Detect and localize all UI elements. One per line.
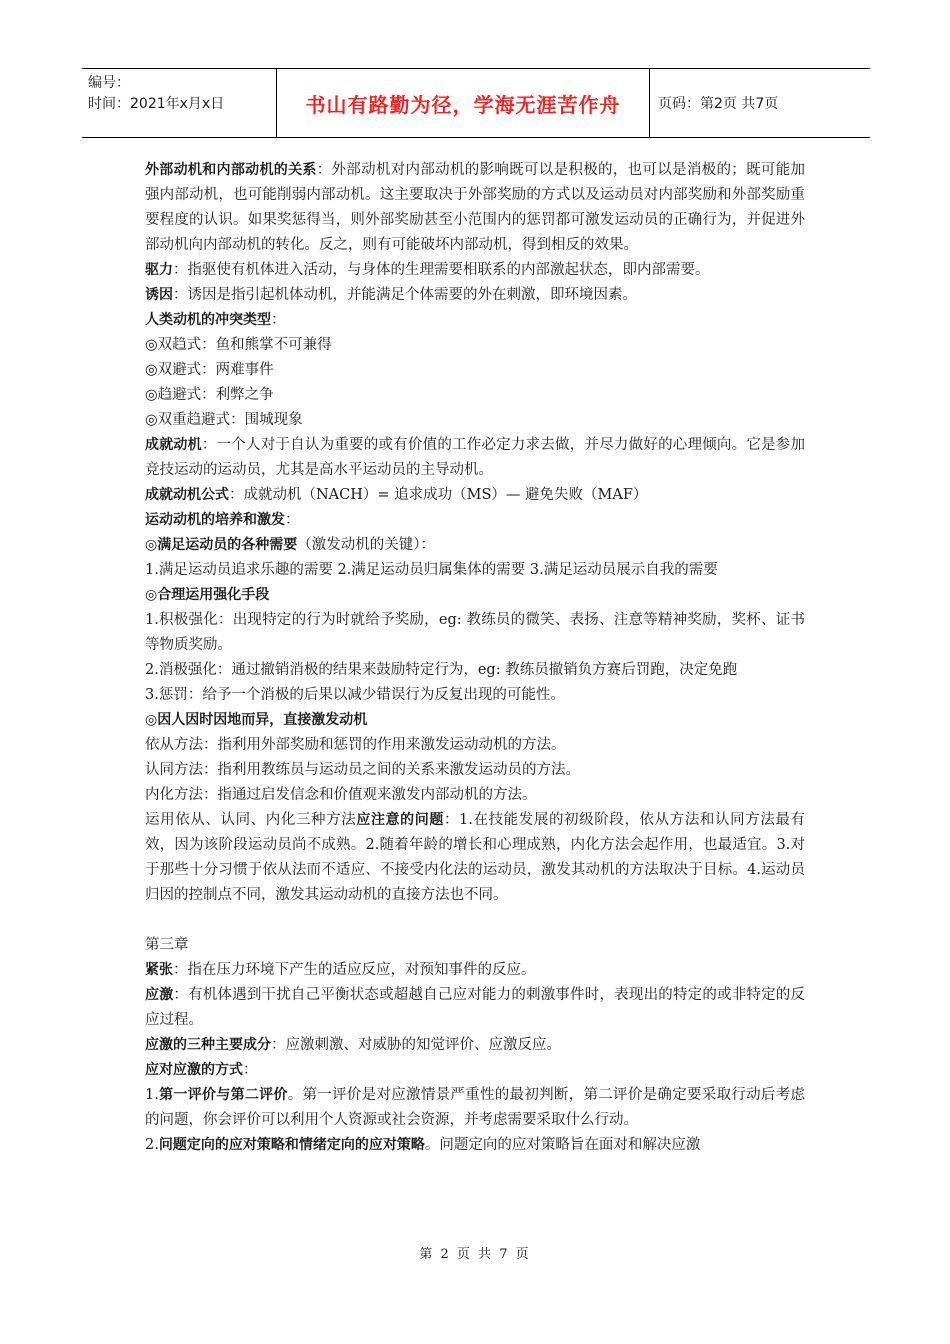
term-heading: ◎合理运用强化手段 <box>145 587 270 603</box>
page-footer: 第 2 页 共 7 页 <box>419 1247 531 1262</box>
paragraph <box>145 533 805 558</box>
paragraph <box>145 683 805 708</box>
term-heading: 紧张 <box>145 962 173 978</box>
paragraph <box>145 333 805 358</box>
paragraph-text: 。第一评价是对应激情景严重性的最初判断，第二评价是确定要采取行动后考虑的问题，你会评价可以利用个人资源或社会资源，并考虑需要采取什么行动。 <box>145 1087 806 1128</box>
number-label: 编号： <box>88 75 130 91</box>
paragraph <box>145 383 805 408</box>
term-heading: 应对应激的方式 <box>145 1062 243 1078</box>
paragraph <box>145 558 805 583</box>
paragraph-text: 。问题定向的应对策略旨在面对和解决应激 <box>424 1137 701 1153</box>
paragraph <box>145 608 805 658</box>
document-body <box>145 158 805 1158</box>
paragraph-text: ： <box>243 1062 258 1078</box>
paragraph-prefix: 运用依从、认同、内化三种方法 <box>145 812 357 828</box>
paragraph <box>145 158 805 258</box>
paragraph-text: 1.满足运动员追求乐趣的需要 2.满足运动员归属集体的需要 3.满足运动员展示自我的需要 <box>145 562 718 578</box>
time-label: 时间：2021年x月x日 <box>88 96 225 112</box>
paragraph-text: （激发动机的关键）： <box>297 537 435 553</box>
paragraph-text: ：外部动机对内部动机的影响既可以是积极的，也可以是消极的；既可能加强内部动机，也可能削弱内部动机。这主要取决于外部奖励的方式以及运动员对内部奖励和外部奖励重要程度的认识。如果奖惩得当，则外部奖励甚至小范围内的惩罚都可激发运动员的正确行为，并促进外部动机向内部动机的转化。反之，则有可能破坏内部动机，得到相反的效果。 <box>145 162 806 253</box>
paragraph <box>145 433 805 483</box>
paragraph <box>145 283 805 308</box>
header-motto: 书山有路勤为径，学海无涯苦作舟 <box>277 69 650 137</box>
paragraph <box>145 983 805 1033</box>
term-heading: 成就动机 <box>145 437 202 453</box>
paragraph-text: ：成就动机（NACH）= 追求成功（MS）— 避免失败（MAF） <box>229 487 648 503</box>
paragraph-prefix: 1. <box>145 1087 159 1103</box>
header-meta <box>82 69 277 137</box>
term-heading: 问题定向的应对策略和情绪定向的应对策略 <box>158 1137 425 1153</box>
term-heading: 成就动机公式 <box>145 487 229 503</box>
paragraph-text: 3.惩罚：给予一个消极的后果以减少错误行为反复出现的可能性。 <box>145 687 565 703</box>
paragraph-text: ：1.在技能发展的初级阶段，依从方法和认同方法最有效，因为该阶段运动员尚不成熟。2.随着年龄的增长和心理成熟，内化方法会起作用，也最适宜。3.对于那些十分习惯于依从法而不适应、不接受内化法的运动员，激发其动机的方法取决于目标。4.运动员归因的控制点不同，激发其运动动机的直接方法也不同。 <box>145 812 806 903</box>
paragraph-text: ：应激刺激、对威胁的知觉评价、应激反应。 <box>271 1037 561 1053</box>
paragraph <box>145 258 805 283</box>
paragraph <box>145 583 805 608</box>
paragraph <box>145 658 805 683</box>
paragraph-text: ◎双重趋避式：围城现象 <box>145 412 303 428</box>
paragraph-text: 1.积极强化：出现特定的行为时就给予奖励，eg: 教练员的微笑、表扬、注意等精神奖励，奖杯、证书等物质奖励。 <box>145 612 805 653</box>
paragraph <box>145 1033 805 1058</box>
paragraph <box>145 808 805 908</box>
term-heading: ◎因人因时因地而异，直接激发动机 <box>145 712 368 728</box>
paragraph-prefix: 2. <box>145 1137 159 1153</box>
paragraph <box>145 358 805 383</box>
paragraph-text: ◎双避式：两难事件 <box>145 362 274 378</box>
paragraph <box>145 733 805 758</box>
paragraph <box>145 958 805 983</box>
term-heading: 应激 <box>145 987 174 1003</box>
paragraph <box>145 758 805 783</box>
paragraph-text: 依从方法：指利用外部奖励和惩罚的作用来激发运动动机的方法。 <box>145 737 566 753</box>
term-heading: 应激的三种主要成分 <box>145 1037 271 1053</box>
term-heading: 驱力 <box>145 262 173 278</box>
paragraph-text: ◎趋避式：利弊之争 <box>145 387 274 403</box>
paragraph-text: ： <box>271 312 286 328</box>
paragraph-text: ：指驱使有机体进入活动，与身体的生理需要相联系的内部激起状态，即内部需要。 <box>173 262 710 278</box>
term-heading: 第一评价与第二评价 <box>158 1087 288 1103</box>
page-header <box>82 68 870 138</box>
term-heading: 人类动机的冲突类型 <box>145 312 271 328</box>
paragraph-text: 内化方法：指通过启发信念和价值观来激发内部动机的方法。 <box>145 787 537 803</box>
paragraph <box>145 1133 805 1158</box>
term-heading: 应注意的问题 <box>356 812 444 828</box>
paragraph-gap <box>145 908 805 933</box>
header-page-info: 页码：第2页 共7页 <box>658 96 779 112</box>
paragraph <box>145 783 805 808</box>
term-heading: 运动动机的培养和激发 <box>145 512 285 528</box>
paragraph-text: ◎双趋式：鱼和熊掌不可兼得 <box>145 337 332 353</box>
paragraph-text: ：一个人对于自认为重要的或有价值的工作必定力求去做，并尽力做好的心理倾向。它是参加竞技运动的运动员，尤其是高水平运动员的主导动机。 <box>145 437 806 478</box>
term-heading: 诱因 <box>145 287 173 303</box>
paragraph-text: ：诱因是指引起机体动机，并能满足个体需要的外在刺激，即环境因素。 <box>173 287 637 303</box>
paragraph-text: 认同方法：指利用教练员与运动员之间的关系来激发运动员的方法。 <box>145 762 580 778</box>
paragraph <box>145 1083 805 1133</box>
paragraph-text: ： <box>285 512 300 528</box>
paragraph-text: ：指在压力环境下产生的适应反应，对预知事件的反应。 <box>173 962 536 978</box>
paragraph <box>145 508 805 533</box>
paragraph <box>145 1058 805 1083</box>
paragraph <box>145 933 805 958</box>
paragraph <box>145 708 805 733</box>
paragraph <box>145 308 805 333</box>
term-heading: ◎满足运动员的各种需要 <box>145 537 298 553</box>
paragraph <box>145 483 805 508</box>
paragraph-text: 第三章 <box>145 937 189 953</box>
paragraph-text: ：有机体遇到干扰自己平衡状态或超越自己应对能力的刺激事件时，表现出的特定的或非特定的反应过程。 <box>145 987 806 1028</box>
term-heading: 外部动机和内部动机的关系 <box>145 162 317 178</box>
paragraph-text: 2.消极强化：通过撤销消极的结果来鼓励特定行为，eg: 教练员撤销负方赛后罚跑，决定免跑 <box>145 662 738 678</box>
paragraph <box>145 408 805 433</box>
